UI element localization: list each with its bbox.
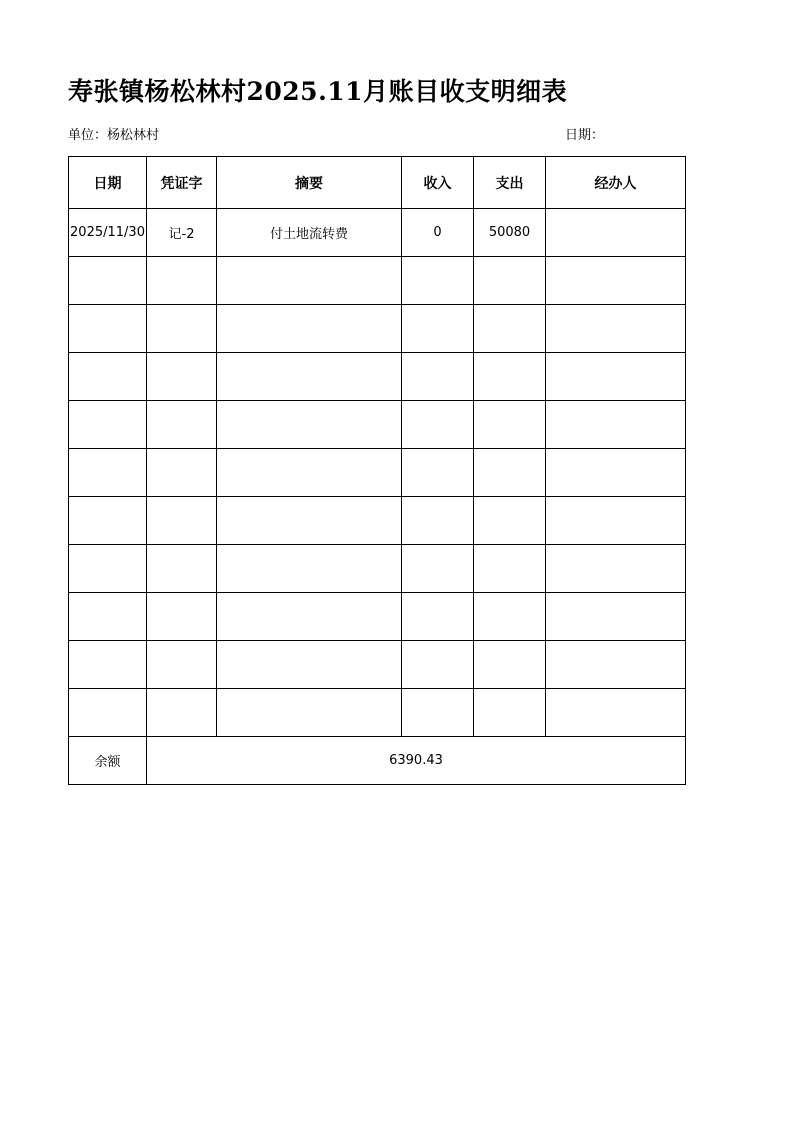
cell-income — [402, 257, 474, 305]
table-row — [69, 497, 686, 545]
cell-summary — [217, 641, 402, 689]
cell-date — [69, 689, 147, 737]
cell-summary — [217, 449, 402, 497]
table-row — [69, 641, 686, 689]
cell-handler — [546, 209, 686, 257]
cell-income — [402, 497, 474, 545]
cell-expense — [474, 449, 546, 497]
cell-handler — [546, 305, 686, 353]
cell-income — [402, 593, 474, 641]
cell-summary — [217, 257, 402, 305]
table-row — [69, 353, 686, 401]
cell-summary — [217, 593, 402, 641]
cell-summary — [217, 545, 402, 593]
cell-income — [402, 401, 474, 449]
date-label: 日期： — [565, 128, 605, 143]
cell-expense — [474, 257, 546, 305]
column-header-date: 日期 — [69, 157, 147, 209]
cell-date — [69, 305, 147, 353]
cell-expense — [474, 593, 546, 641]
table-row — [69, 593, 686, 641]
column-header-voucher: 凭证字 — [147, 157, 217, 209]
cell-voucher — [147, 593, 217, 641]
cell-date — [69, 593, 147, 641]
table-row — [69, 305, 686, 353]
page-title: 寿张镇杨松林村2025.11月账目收支明细表 — [68, 77, 568, 106]
cell-summary — [217, 401, 402, 449]
cell-summary — [217, 305, 402, 353]
table-row — [69, 449, 686, 497]
cell-voucher — [147, 689, 217, 737]
cell-voucher — [147, 257, 217, 305]
cell-voucher — [147, 449, 217, 497]
cell-summary: 付土地流转费 — [217, 209, 402, 257]
cell-expense — [474, 353, 546, 401]
ledger-table — [68, 156, 686, 785]
cell-expense — [474, 641, 546, 689]
cell-income — [402, 305, 474, 353]
cell-handler — [546, 641, 686, 689]
cell-income — [402, 641, 474, 689]
table-header-row — [69, 157, 686, 209]
balance-row — [69, 737, 686, 785]
table-row — [69, 689, 686, 737]
cell-date — [69, 257, 147, 305]
cell-handler — [546, 449, 686, 497]
cell-summary — [217, 353, 402, 401]
cell-handler — [546, 497, 686, 545]
cell-handler — [546, 545, 686, 593]
cell-expense — [474, 689, 546, 737]
cell-expense — [474, 497, 546, 545]
cell-date — [69, 545, 147, 593]
cell-voucher — [147, 353, 217, 401]
cell-voucher — [147, 545, 217, 593]
cell-voucher: 记-2 — [147, 209, 217, 257]
cell-income — [402, 689, 474, 737]
cell-date — [69, 641, 147, 689]
table-row — [69, 401, 686, 449]
cell-summary — [217, 689, 402, 737]
balance-label: 余额 — [69, 737, 147, 785]
column-header-expense: 支出 — [474, 157, 546, 209]
cell-income — [402, 353, 474, 401]
cell-expense — [474, 401, 546, 449]
cell-voucher — [147, 401, 217, 449]
cell-handler — [546, 353, 686, 401]
column-header-income: 收入 — [402, 157, 474, 209]
table-row — [69, 257, 686, 305]
cell-handler — [546, 689, 686, 737]
cell-summary — [217, 497, 402, 545]
column-header-handler: 经办人 — [546, 157, 686, 209]
cell-handler — [546, 593, 686, 641]
column-header-summary: 摘要 — [217, 157, 402, 209]
cell-date — [69, 401, 147, 449]
cell-voucher — [147, 305, 217, 353]
table-row — [69, 209, 686, 257]
cell-date — [69, 353, 147, 401]
meta-row — [68, 124, 685, 144]
cell-expense — [474, 545, 546, 593]
cell-handler — [546, 257, 686, 305]
cell-voucher — [147, 641, 217, 689]
cell-income — [402, 449, 474, 497]
cell-date — [69, 497, 147, 545]
cell-expense: 50080 — [474, 209, 546, 257]
table-row — [69, 545, 686, 593]
balance-value: 6390.43 — [147, 737, 686, 785]
cell-expense — [474, 305, 546, 353]
cell-handler — [546, 401, 686, 449]
cell-date: 2025/11/30 — [69, 209, 147, 257]
unit-label: 单位：杨松林村 — [68, 128, 160, 143]
cell-income: 0 — [402, 209, 474, 257]
cell-income — [402, 545, 474, 593]
cell-voucher — [147, 497, 217, 545]
cell-date — [69, 449, 147, 497]
